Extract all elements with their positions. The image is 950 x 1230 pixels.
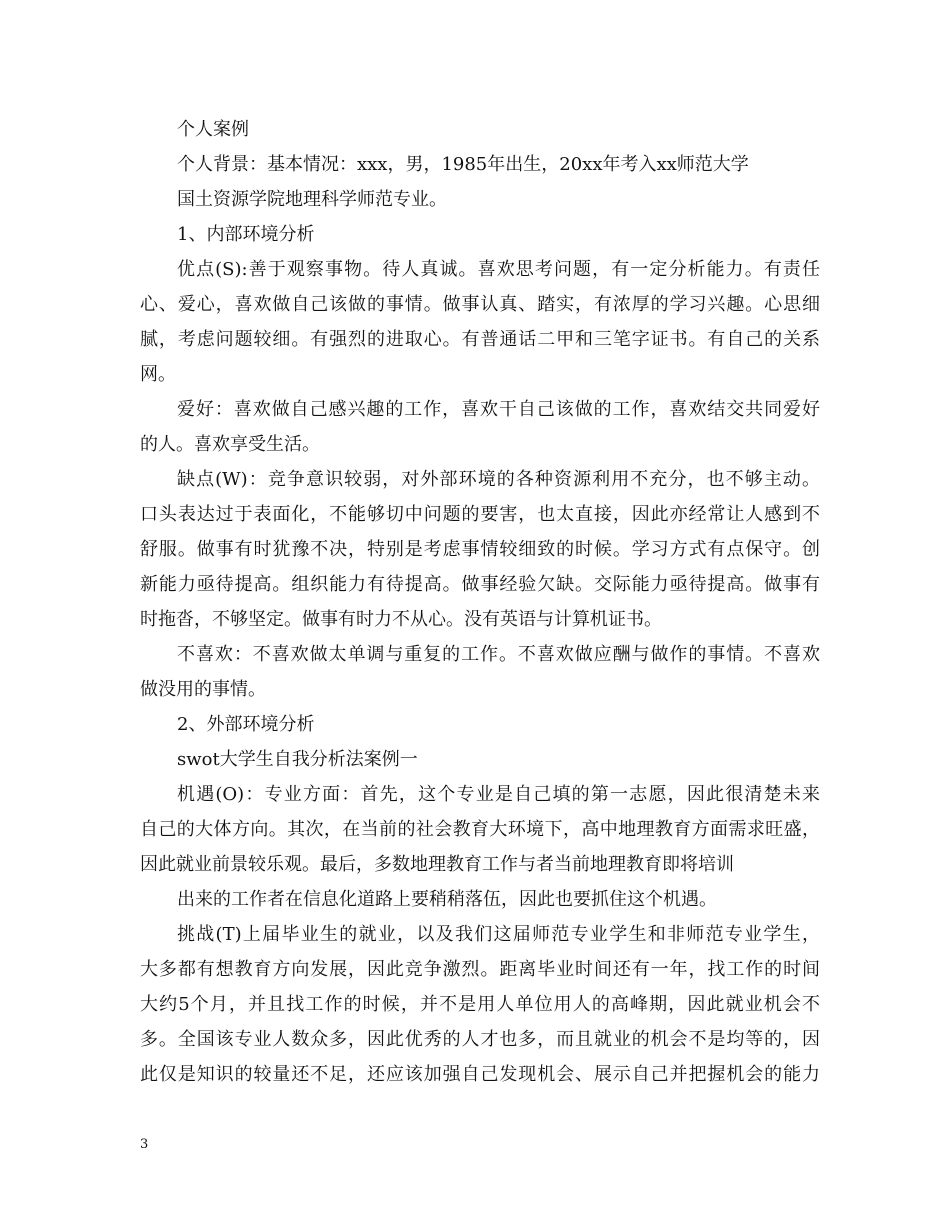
paragraph-line: 缺点(W)：竞争意识较弱，对外部环境的各种资源利用不充分，也不够主动。 bbox=[177, 469, 820, 490]
paragraph-line: 出来的工作者在信息化道路上要稍稍落伍，因此也要抓住这个机遇。 bbox=[177, 889, 717, 910]
document-title: 个人案例 bbox=[177, 119, 249, 140]
paragraph-line: 优点(S):善于观察事物。待人真诚。喜欢思考问题，有一定分析能力。有责任 bbox=[177, 259, 820, 280]
paragraph-line: 做没用的事情。 bbox=[140, 679, 266, 700]
paragraph-line: 口头表达过于表面化，不能够切中问题的要害，也太直接，因此亦经常让人感到不 bbox=[140, 504, 820, 525]
section-heading: 2、外部环境分析 bbox=[177, 714, 315, 735]
paragraph-line: 舒服。做事有时犹豫不决，特别是考虑事情较细致的时候。学习方式有点保守。创 bbox=[140, 539, 820, 560]
section-heading: 1、内部环境分析 bbox=[177, 224, 315, 245]
paragraph-line: 挑战(T)上届毕业生的就业，以及我们这届师范专业学生和非师范专业学生， bbox=[177, 924, 820, 945]
paragraph-line: 的人。喜欢享受生活。 bbox=[140, 434, 320, 455]
paragraph-line: 腻，考虑问题较细。有强烈的进取心。有普通话二甲和三笔字证书。有自己的关系 bbox=[140, 329, 820, 350]
paragraph-line: 新能力亟待提高。组织能力有待提高。做事经验欠缺。交际能力亟待提高。做事有 bbox=[140, 574, 820, 595]
paragraph-line: 国土资源学院地理科学师范专业。 bbox=[177, 189, 447, 210]
paragraph-line: 心、爱心，喜欢做自己该做的事情。做事认真、踏实，有浓厚的学习兴趣。心思细 bbox=[140, 294, 820, 315]
paragraph-line: 爱好：喜欢做自己感兴趣的工作，喜欢干自己该做的工作，喜欢结交共同爱好 bbox=[177, 399, 820, 420]
subsection-heading: swot大学生自我分析法案例一 bbox=[177, 749, 418, 770]
paragraph-line: 多。全国该专业人数众多，因此优秀的人才也多，而且就业的机会不是均等的，因 bbox=[140, 1029, 820, 1050]
page-number: 3 bbox=[140, 1137, 149, 1152]
paragraph-line: 此仅是知识的较量还不足，还应该加强自己发现机会、展示自己并把握机会的能力 bbox=[140, 1064, 820, 1085]
paragraph-line: 大多都有想教育方向发展，因此竞争激烈。距离毕业时间还有一年，找工作的时间 bbox=[140, 959, 820, 980]
paragraph-line: 个人背景：基本情况：xxx，男，1985年出生，20xx年考入xx师范大学 bbox=[177, 154, 749, 175]
paragraph-line: 网。 bbox=[140, 364, 176, 385]
paragraph-line: 自己的大体方向。其次，在当前的社会教育大环境下，高中地理教育方面需求旺盛， bbox=[140, 819, 820, 840]
paragraph-line: 机遇(O)：专业方面：首先，这个专业是自己填的第一志愿，因此很清楚未来 bbox=[177, 784, 820, 805]
paragraph-line: 大约5个月，并且找工作的时候，并不是用人单位用人的高峰期，因此就业机会不 bbox=[140, 994, 820, 1015]
paragraph-line: 时拖沓，不够坚定。做事有时力不从心。没有英语与计算机证书。 bbox=[140, 609, 662, 630]
paragraph-line: 因此就业前景较乐观。最后，多数地理教育工作与者当前地理教育即将培训 bbox=[140, 854, 734, 875]
paragraph-line: 不喜欢：不喜欢做太单调与重复的工作。不喜欢做应酬与做作的事情。不喜欢 bbox=[177, 644, 820, 665]
